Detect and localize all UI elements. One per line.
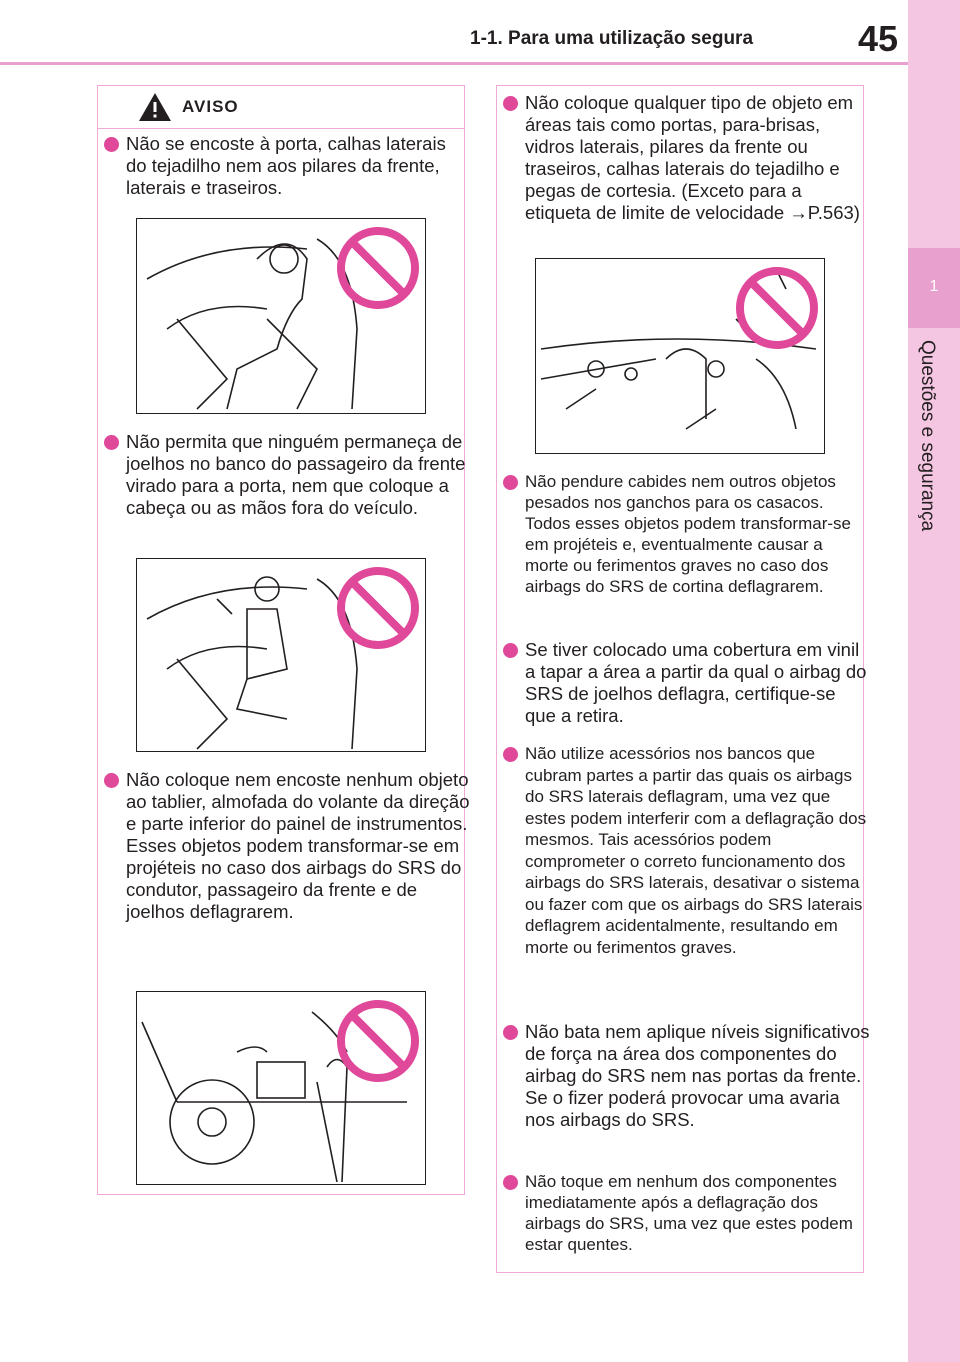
prohibited-icon xyxy=(335,565,421,651)
bullet-icon xyxy=(104,773,119,788)
header-title: 1-1. Para uma utilização segura xyxy=(470,28,754,49)
prohibited-icon xyxy=(734,265,820,351)
item-text: Não toque em nenhum dos componentes imediatamente após a deflagração dos airbags do SRS, uma vez que estes podem estar quentes. xyxy=(525,1172,853,1254)
list-item xyxy=(497,1021,878,1131)
list-item xyxy=(98,133,474,199)
warning-box-right xyxy=(496,85,870,1273)
item-text: Não permita que ninguém permaneça de joelhos no banco do passageiro da frente virado para a porta, nem que coloque a cabeça ou as mãos fora do veículo. xyxy=(126,431,466,518)
list-item xyxy=(98,769,479,923)
prohibited-icon xyxy=(335,998,421,1084)
prohibited-icon xyxy=(335,225,421,311)
warning-label: AVISO xyxy=(182,97,239,116)
bullet-icon xyxy=(503,96,518,111)
warning-triangle-icon xyxy=(138,92,172,122)
list-item xyxy=(98,431,474,519)
figure-dashboard-objects xyxy=(136,991,426,1185)
item-text: Se tiver colocado uma cobertura em vinil a tapar a área a partir da qual o airbag do SRS de joelhos deflagra, certifique-se que a retira. xyxy=(525,639,867,726)
list-item xyxy=(497,92,873,224)
side-tab xyxy=(908,0,960,1362)
bullet-icon xyxy=(503,643,518,658)
item-text: Não utilize acessórios nos bancos que cubram partes a partir das quais os airbags do SRS laterais deflagram, uma vez que estes podem interferir com a deflagração dos mesmos. Tais acessórios podem comprometer o correto funcionamento dos airbags do SRS laterais, desativar o sistema ou fazer com que os airbags do SRS laterais deflagrem acidentalmente, resultando em morte ou ferimentos graves. xyxy=(525,744,867,957)
bullet-icon xyxy=(503,747,518,762)
figure-kneeling-seat xyxy=(136,558,426,752)
item-text: Não coloque nem encoste nenhum objeto ao tablier, almofada do volante da direção e parte inferior do painel de instrumentos. Esses objetos podem transformar-se em projéteis no caso dos airbags do SRS do condutor, passageiro da frente e de joelhos deflagrarem. xyxy=(126,769,470,922)
warning-header xyxy=(98,86,464,129)
bullet-icon xyxy=(503,1025,518,1040)
item-text: Não bata nem aplique níveis significativos de força na área dos componentes do airbag do SRS nem nas portas da frente. Se o fizer poderá provocar uma avaria nos airbags do SRS. xyxy=(525,1021,870,1130)
side-tab-label: Questões e segurança xyxy=(917,340,938,532)
warning-box-left xyxy=(97,85,470,1195)
side-tab-number: 1 xyxy=(929,278,939,295)
bullet-icon xyxy=(503,1175,518,1190)
list-item xyxy=(497,471,878,597)
list-item xyxy=(497,743,878,958)
bullet-icon xyxy=(503,475,518,490)
bullet-icon xyxy=(104,137,119,152)
bullet-icon xyxy=(104,435,119,450)
header-rule xyxy=(0,62,908,65)
page-number: 45 xyxy=(858,18,899,59)
figure-cabin-objects xyxy=(535,258,825,454)
figure-leaning-door xyxy=(136,218,426,414)
list-item xyxy=(497,639,878,727)
item-text: Não se encoste à porta, calhas laterais do tejadilho nem aos pilares da frente, laterais e traseiros. xyxy=(126,133,446,198)
item-text: Não coloque qualquer tipo de objeto em áreas tais como portas, para-brisas, vidros laterais, pilares da frente ou traseiros, calhas laterais do tejadilho e pegas de cortesia. (Exceto para a etiqueta de limite de velocidade →P.563) xyxy=(525,92,860,223)
item-text: Não pendure cabides nem outros objetos pesados nos ganchos para os casacos. Todos esses objetos podem transformar-se em projéteis e, eventualmente causar a morte ou ferimentos graves no caso dos airbags do SRS de cortina deflagrarem. xyxy=(525,472,851,596)
list-item xyxy=(497,1171,878,1255)
